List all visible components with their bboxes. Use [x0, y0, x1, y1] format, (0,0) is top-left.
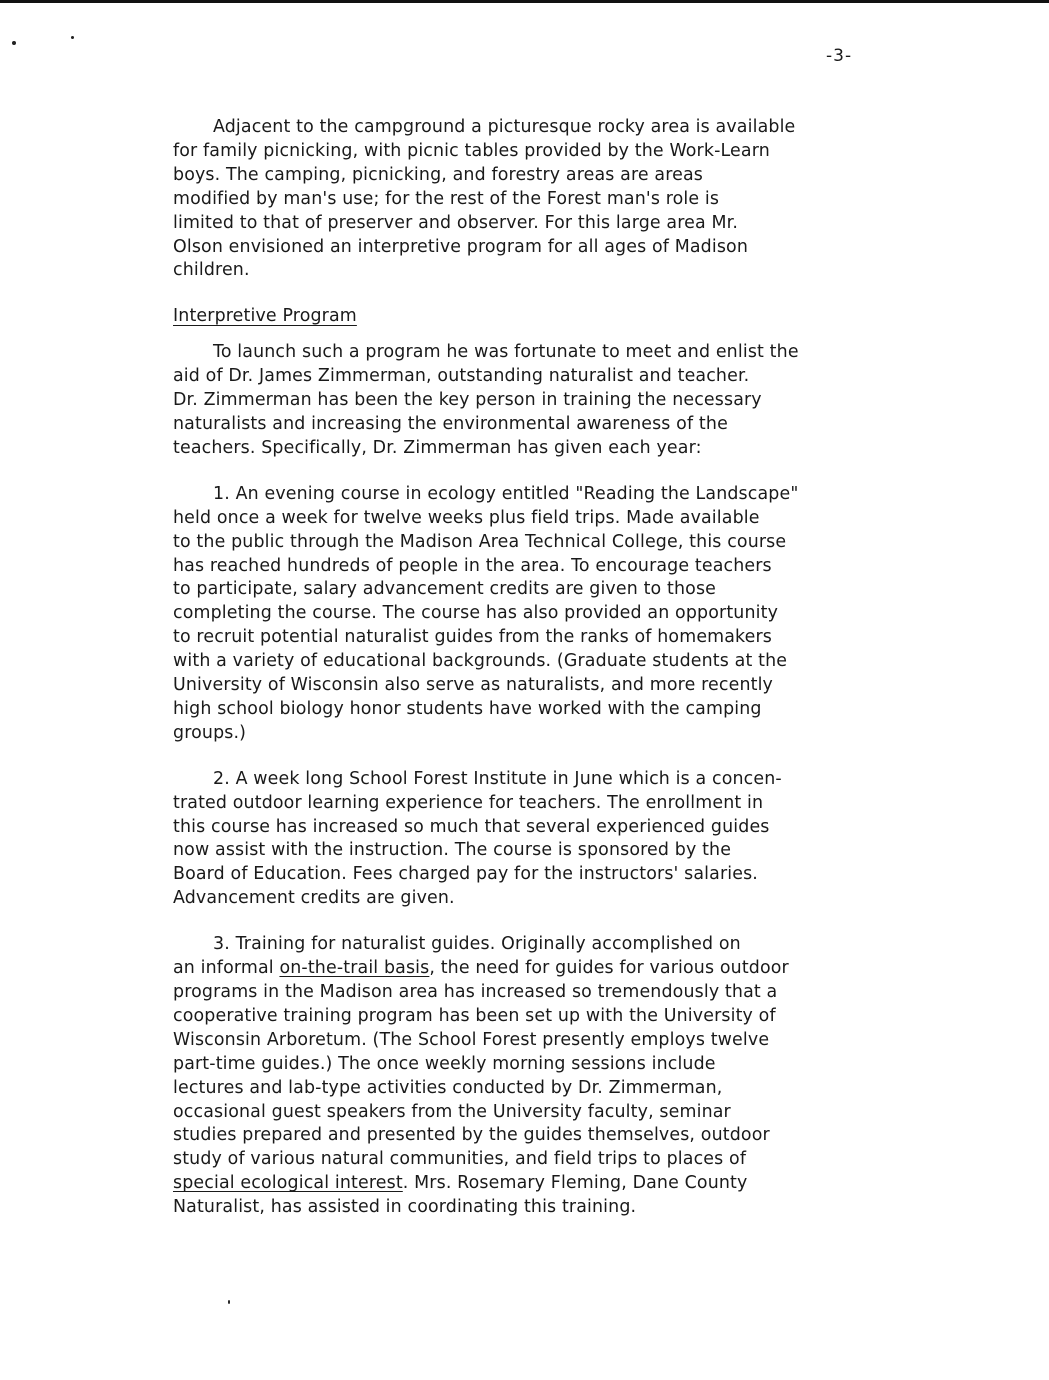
text-fragment: . Mrs. Rosemary Fleming, Dane County [402, 1173, 748, 1194]
text-line: University of Wisconsin also serve as naturalists, and more recently [173, 675, 774, 696]
text-line: for family picnicking, with picnic tables provided by the Work-Learn [173, 140, 770, 161]
section-heading: Interpretive Program [173, 306, 357, 327]
text-line: high school biology honor students have worked with the camping [173, 698, 762, 719]
text-line: to recruit potential naturalist guides from the ranks of homemakers [173, 627, 773, 648]
page-number: -3- [826, 46, 853, 66]
text-line: cooperative training program has been set up with the University of [173, 1005, 776, 1026]
list-item-guide-training [173, 933, 933, 1220]
underlined-phrase: on-the-trail basis [279, 958, 430, 979]
text-line: study of various natural communities, and field trips to places of [173, 1149, 747, 1170]
text-line: part-time guides.) The once weekly morning sessions include [173, 1053, 716, 1074]
text-line: groups.) [173, 722, 247, 743]
text-line: limited to that of preserver and observer. For this large area Mr. [173, 212, 739, 233]
text-line: completing the course. The course has also provided an opportunity [173, 603, 779, 624]
text-line: to the public through the Madison Area Technical College, this course [173, 531, 787, 552]
text-line: Board of Education. Fees charged pay for the instructors' salaries. [173, 864, 758, 885]
text-line: 1. An evening course in ecology entitled "Reading the Landscape" [213, 483, 799, 504]
paragraph-program-launch [173, 341, 933, 461]
text-line: To launch such a program he was fortunate to meet and enlist the [213, 342, 799, 363]
text-line: with a variety of educational backgrounds. (Graduate students at the [173, 651, 788, 672]
list-item-forest-institute [173, 768, 933, 911]
underlined-phrase: special ecological interest [173, 1173, 403, 1194]
scan-speck [228, 1300, 230, 1304]
text-line: Olson envisioned an interpretive program for all ages of Madison [173, 236, 749, 257]
text-line: teachers. Specifically, Dr. Zimmerman has given each year: [173, 437, 702, 458]
text-line: Adjacent to the campground a picturesque rocky area is available [213, 117, 796, 137]
page-top-edge [0, 0, 1049, 3]
text-line: lectures and lab-type activities conducted by Dr. Zimmerman, [173, 1077, 723, 1098]
text-line: occasional guest speakers from the University faculty, seminar [173, 1101, 731, 1122]
text-line: Dr. Zimmerman has been the key person in training the necessary [173, 390, 762, 411]
text-line: Advancement credits are given. [173, 888, 455, 909]
text-line: to participate, salary advancement credits are given to those [173, 579, 717, 600]
text-line: Naturalist, has assisted in coordinating this training. [173, 1197, 637, 1218]
text-fragment: , the need for guides for various outdoor [429, 958, 789, 979]
list-item-evening-course [173, 483, 933, 746]
text-line: 2. A week long School Forest Institute in June which is a concen- [213, 768, 782, 789]
text-line: modified by man's use; for the rest of the Forest man's role is [173, 188, 720, 209]
text-line [173, 1172, 933, 1196]
text-line: held once a week for twelve weeks plus field trips. Made available [173, 507, 760, 528]
text-line: has reached hundreds of people in the area. To encourage teachers [173, 555, 772, 576]
document-body [173, 116, 933, 1220]
text-line: naturalists and increasing the environmental awareness of the [173, 413, 728, 434]
scan-speck [71, 36, 74, 39]
text-line [173, 957, 933, 981]
text-line: programs in the Madison area has increased so tremendously that a [173, 982, 778, 1002]
text-line: children. [173, 260, 250, 281]
text-line: Wisconsin Arboretum. (The School Forest presently employs twelve [173, 1029, 770, 1050]
text-line: boys. The camping, picnicking, and forestry areas are areas [173, 164, 704, 185]
text-line: now assist with the instruction. The course is sponsored by the [173, 840, 732, 861]
text-line: 3. Training for naturalist guides. Originally accomplished on [213, 934, 741, 955]
text-line: studies prepared and presented by the guides themselves, outdoor [173, 1125, 770, 1146]
paragraph-campground [173, 116, 933, 283]
scan-speck [12, 41, 16, 45]
text-line: this course has increased so much that several experienced guides [173, 816, 770, 837]
text-line: trated outdoor learning experience for teachers. The enrollment in [173, 792, 764, 813]
text-line: aid of Dr. James Zimmerman, outstanding naturalist and teacher. [173, 366, 750, 387]
text-fragment: an informal [173, 958, 280, 979]
